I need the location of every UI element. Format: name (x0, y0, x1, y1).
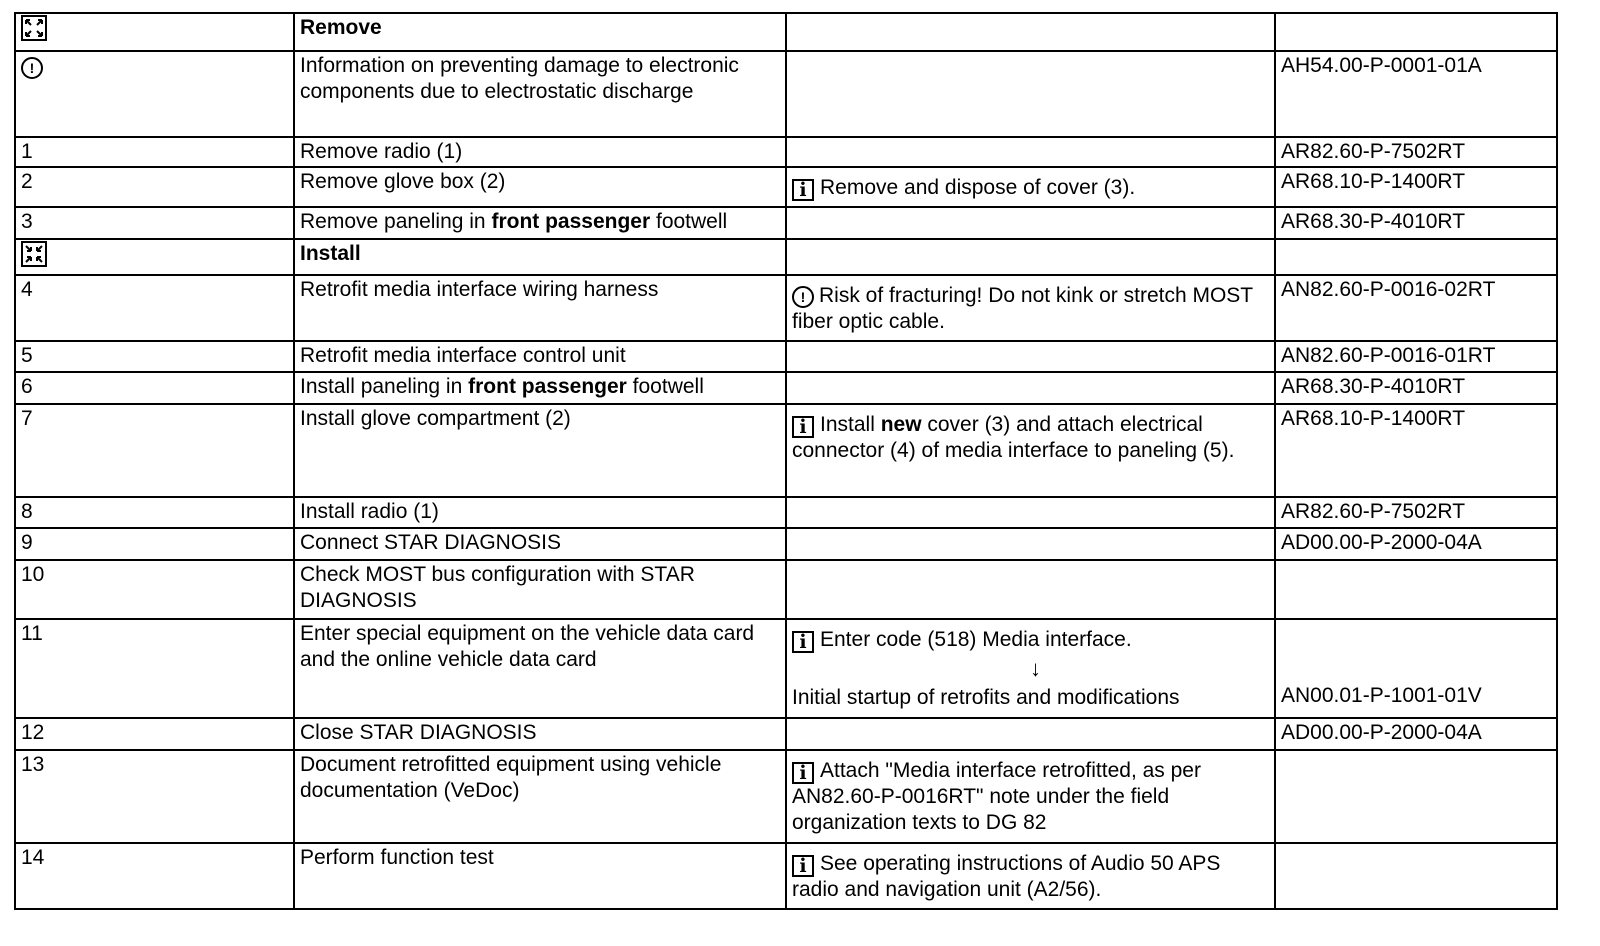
remove-icon (21, 15, 47, 41)
step-note-secondary: Initial startup of retrofits and modifications (792, 686, 1180, 709)
step-number: 5 (15, 341, 294, 372)
step-text: Retrofit media interface control unit (294, 341, 786, 372)
down-arrow-icon: ↓ (1030, 656, 1041, 681)
info-icon: i (792, 855, 814, 877)
step-ref (1275, 750, 1557, 843)
step-ref: AN82.60-P-0016-01RT (1275, 341, 1557, 372)
step-ref: AR82.60-P-7502RT (1275, 497, 1557, 528)
step-text-emphasis: front passenger (468, 375, 627, 398)
step-number: 2 (15, 167, 294, 207)
step-number: 13 (15, 750, 294, 843)
info-icon: i (792, 631, 814, 653)
step-note: cover (3) and attach electrical connector (4) of media interface to paneling (5). (792, 413, 1235, 462)
step-number: 8 (15, 497, 294, 528)
step-number: 9 (15, 528, 294, 560)
step-text: Install radio (1) (294, 497, 786, 528)
table-row-esd (15, 51, 1557, 137)
step-ref: AR68.30-P-4010RT (1275, 372, 1557, 404)
step-ref: AR68.30-P-4010RT (1275, 207, 1557, 239)
step-text: footwell (626, 375, 704, 398)
step-ref (1275, 560, 1557, 619)
step-text: Perform function test (294, 843, 786, 909)
table-row (15, 497, 1557, 528)
step-text: Check MOST bus configuration with STAR DIAGNOSIS (294, 560, 786, 619)
step-text: footwell (650, 210, 728, 233)
step-ref: AD00.00-P-2000-04A (1275, 718, 1557, 750)
step-number: 12 (15, 718, 294, 750)
step-ref: AR68.10-P-1400RT (1275, 404, 1557, 497)
table-row (15, 207, 1557, 239)
step-number: 6 (15, 372, 294, 404)
table-row (15, 619, 1557, 718)
table-row (15, 341, 1557, 372)
step-ref: AN82.60-P-0016-02RT (1275, 275, 1557, 341)
step-note: Attach "Media interface retrofitted, as per AN82.60-P-0016RT" note under the field organization texts to DG 82 (792, 759, 1201, 834)
table-row-remove-header (15, 13, 1557, 51)
info-icon: i (792, 762, 814, 784)
step-ref: AR68.10-P-1400RT (1275, 167, 1557, 207)
step-ref: AD00.00-P-2000-04A (1275, 528, 1557, 560)
step-text: Close STAR DIAGNOSIS (294, 718, 786, 750)
step-note: See operating instructions of Audio 50 APS radio and navigation unit (A2/56). (792, 852, 1221, 901)
step-number: 4 (15, 275, 294, 341)
step-note: Risk of fracturing! Do not kink or stretch MOST fiber optic cable. (792, 284, 1253, 333)
step-text: Remove paneling in (300, 210, 492, 233)
table-row-install-header (15, 239, 1557, 275)
step-text: Install glove compartment (2) (294, 404, 786, 497)
procedure-table (14, 12, 1558, 910)
step-ref (1275, 843, 1557, 909)
step-number: 7 (15, 404, 294, 497)
step-number: 14 (15, 843, 294, 909)
warning-icon: ! (792, 286, 814, 308)
remove-heading: Remove (294, 13, 786, 51)
step-number: 3 (15, 207, 294, 239)
step-text: Retrofit media interface wiring harness (294, 275, 786, 341)
step-text-emphasis: front passenger (491, 210, 651, 233)
step-number: 10 (15, 560, 294, 619)
table-row (15, 750, 1557, 843)
table-row (15, 718, 1557, 750)
step-text: Connect STAR DIAGNOSIS (294, 528, 786, 560)
install-heading: Install (294, 239, 786, 275)
step-ref: AR82.60-P-7502RT (1275, 137, 1557, 167)
step-note: Enter code (518) Media interface. (820, 628, 1132, 651)
step-text: Document retrofitted equipment using vehicle documentation (VeDoc) (294, 750, 786, 843)
step-note: Remove and dispose of cover (3). (820, 176, 1136, 199)
table-row (15, 372, 1557, 404)
step-text: Remove glove box (2) (294, 167, 786, 207)
table-row (15, 167, 1557, 207)
table-row (15, 137, 1557, 167)
info-icon: i (792, 179, 814, 201)
esd-text: Information on preventing damage to electronic components due to electrostatic discharge (294, 51, 786, 137)
info-icon: i (792, 416, 814, 438)
step-note: Install (820, 413, 881, 436)
step-ref: AN00.01-P-1001-01V (1281, 684, 1482, 707)
step-text: Install paneling in (300, 375, 469, 398)
table-row (15, 528, 1557, 560)
step-number: 11 (15, 619, 294, 718)
step-note-emphasis: new (880, 413, 922, 436)
install-icon (21, 241, 47, 267)
table-row (15, 404, 1557, 497)
table-row (15, 275, 1557, 341)
step-number: 1 (15, 137, 294, 167)
step-text: Remove radio (1) (294, 137, 786, 167)
esd-ref: AH54.00-P-0001-01A (1275, 51, 1557, 137)
step-text: Enter special equipment on the vehicle data card and the online vehicle data card (294, 619, 786, 718)
table-row (15, 843, 1557, 909)
table-row (15, 560, 1557, 619)
esd-warning-icon: ! (21, 57, 43, 79)
